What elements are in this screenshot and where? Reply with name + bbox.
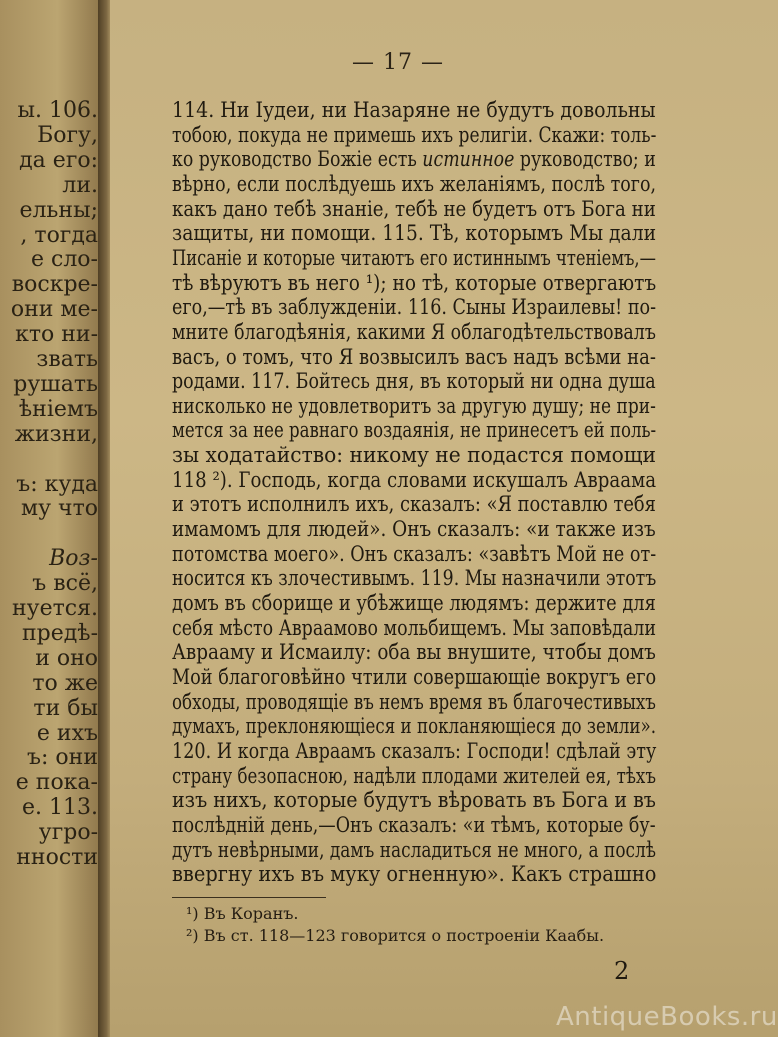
text-line [172, 642, 656, 663]
text-line [172, 519, 656, 540]
left-page-line: нуется. [12, 596, 98, 621]
left-page-line: нности [16, 845, 98, 870]
text-line [172, 122, 657, 147]
left-page-line: е сло- [31, 247, 98, 273]
text-segment: обходы, проводящіе въ немъ время въ благочестивыхъ [172, 689, 656, 714]
text-segment: истинное [422, 147, 515, 172]
left-page-line: ѣніемъ [18, 396, 98, 422]
text-segment: Мой благоговѣйно чтили совершающіе вокругъ его [172, 664, 657, 689]
text-line [172, 319, 656, 344]
text-segment: мется за нее равнаго воздаянія, не принесетъ ей поль- [172, 418, 657, 443]
text-segment: его,—тѣ въ заблужденіи. 116. Сыны Израилевы! по- [172, 295, 657, 320]
left-page-line: жизни, [14, 421, 98, 447]
left-page-line: е пока- [15, 770, 98, 796]
text-line [172, 196, 656, 221]
text-line [172, 445, 656, 466]
text-segment: ввергну ихъ въ муку огненную». Какъ страшно [172, 862, 657, 887]
text-segment: думахъ, преклоняющіеся и покланяющіеся до земли». [172, 714, 657, 739]
text-line [172, 270, 657, 295]
text-line [172, 593, 656, 614]
text-segment: мните благодѣянія, какими Я облагодѣтельствовалъ [172, 319, 656, 344]
text-line [172, 100, 656, 121]
text-line [172, 494, 656, 515]
text-line [172, 223, 656, 244]
text-line [172, 716, 656, 737]
text-segment: и этотъ исполнилъ ихъ, сказалъ: «Я поставлю тебя [172, 492, 656, 517]
text-segment: ко руководство Божіе есть [172, 147, 423, 172]
text-line [172, 615, 656, 640]
text-segment: дутъ невѣрными, дамъ насладиться не много, а послѣ [172, 837, 656, 862]
text-segment: Писаніе и которые читаютъ его истиннымъ чтеніемъ,— [172, 245, 656, 270]
left-page [0, 0, 104, 1037]
text-line [172, 467, 657, 492]
text-segment: послѣдній день,—Онъ сказалъ: «и тѣмъ, которые бу- [172, 812, 656, 837]
text-segment: Аврааму и Исмаилу: оба вы внушите, чтобы домъ [172, 640, 656, 665]
left-page-line: е ихъ [36, 720, 98, 746]
text-segment: 118 ²). Господь, когда словами искушалъ Авраама [172, 467, 657, 492]
left-page-line: е. 113. [22, 795, 98, 821]
left-page-line: му что [20, 496, 98, 522]
footnote-2: ²) Въ ст. 118—123 говорится о построеніи Каабы. [186, 926, 605, 945]
left-page-line: да его: [19, 147, 98, 173]
text-line [172, 171, 657, 196]
text-segment: изъ нихъ, которые будутъ вѣровать въ Бога и въ [172, 788, 656, 813]
text-line [172, 812, 656, 837]
left-page-line: ли. [62, 172, 98, 198]
left-page-line: угро- [38, 820, 98, 846]
left-page-line: они ме- [10, 297, 98, 323]
left-page-line: ти бы [33, 695, 98, 721]
text-segment: носится къ злочестивымъ. 119. Мы назначили этотъ [172, 566, 657, 591]
text-line [172, 837, 656, 862]
watermark: AntiqueBooks.ru [556, 1002, 778, 1032]
text-segment: какъ дано тебѣ знаніе, тебѣ не будетъ отъ Бога ни [172, 196, 656, 221]
left-page-line: ельны; [19, 197, 98, 223]
text-segment: 114. Ни Іудеи, ни Назаряне не будутъ довольны [172, 98, 656, 122]
left-page-line: ы. 106. [17, 98, 98, 123]
text-segment: нисколько не удовлетворитъ за другую душу; не при- [172, 393, 656, 418]
left-page-line: предѣ- [21, 620, 98, 646]
footnote-1: ¹) Въ Коранъ. [186, 904, 299, 923]
text-line [172, 371, 656, 392]
text-segment: зы ходатайство: никому не подастся помощи [172, 443, 657, 468]
text-segment: руководство; и [514, 147, 656, 172]
text-segment: тѣ вѣруютъ въ него ¹); но тѣ, которые отвергаютъ [172, 270, 657, 295]
text-line [172, 420, 656, 441]
text-segment: страну безопасною, надѣли плодами жителей ея, тѣхъ [172, 763, 656, 788]
text-segment: вѣрно, если послѣдуешь ихъ желаніямъ, послѣ того, [172, 171, 657, 196]
text-line [172, 738, 657, 763]
left-page-line: кто ни- [15, 322, 98, 348]
text-line [172, 664, 657, 689]
text-segment: себя мѣсто Авраамово мольбищемъ. Мы заповѣдали [172, 615, 656, 640]
text-segment: защиты, ни помощи. 115. Тѣ, которымъ Мы дали [172, 221, 657, 246]
text-line [172, 763, 656, 788]
left-page-line: воскре- [11, 272, 98, 298]
left-page-line: ъ: они [27, 745, 98, 771]
text-segment: васъ, о томъ, что Я возвысилъ васъ надъ всѣми на- [172, 344, 656, 369]
text-segment: 120. И когда Авраамъ сказалъ: Господи! сдѣлай эту [172, 738, 657, 763]
text-line [172, 541, 657, 566]
text-line [172, 689, 656, 714]
footnote-rule [172, 897, 326, 898]
left-page-line: ъ: куда [16, 471, 98, 497]
left-page-line: и оно [35, 645, 98, 671]
page-number: — 17 — [352, 50, 444, 75]
text-segment: имамомъ для людей». Онъ сказалъ: «и также изъ [172, 517, 656, 542]
text-line [172, 245, 656, 270]
text-line [172, 344, 656, 369]
left-page-line: ъ всё, [32, 571, 98, 597]
left-page-line: Богу, [37, 122, 98, 148]
left-page-line: Воз- [49, 546, 98, 572]
left-page-line: , тогда [20, 222, 98, 248]
signature-mark: 2 [614, 957, 630, 985]
left-page-line: рушать [13, 371, 98, 397]
left-page-line: звать [36, 347, 98, 372]
text-segment: потомства моего». Онъ сказалъ: «завѣтъ Мой не от- [172, 541, 657, 566]
text-segment: родами. 117. Бойтесь дня, въ который ни одна душа [172, 369, 656, 394]
text-line [172, 864, 656, 885]
text-line [172, 790, 656, 811]
text-line [172, 393, 656, 418]
text-line [172, 297, 656, 318]
text-segment: тобою, покуда не примешь ихъ религіи. Скажи: толь- [172, 122, 657, 147]
text-line [172, 149, 656, 170]
text-segment: домъ въ сборище и убѣжище людямъ: держите для [172, 591, 656, 615]
left-page-line: то же [32, 670, 98, 696]
text-line [172, 568, 656, 589]
